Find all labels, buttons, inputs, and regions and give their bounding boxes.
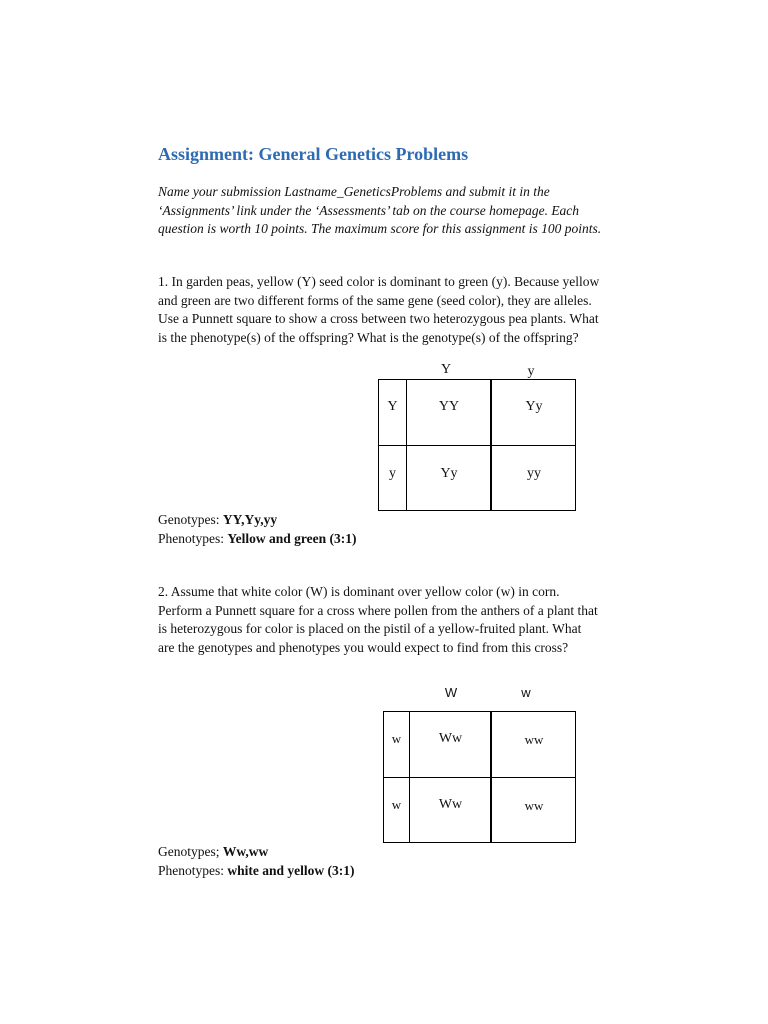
question-line: and green are two different forms of the same gene (seed color), they are alleles. [158,292,592,308]
genotypes-answer [158,843,355,862]
row-allele-label: Y [387,399,398,414]
row-allele-label: w [391,797,402,812]
question-1-text [158,273,678,347]
col-allele-label: W [444,685,458,700]
instructions-line: Name your submission Lastname_GeneticsProblems and submit it in the [158,184,550,199]
grid-divider [383,777,576,778]
col-allele-label: y [527,364,535,379]
instructions-line: ‘Assignments’ link under the ‘Assessments’ tab on the course homepage. Each [158,202,580,218]
instructions-line: question is worth 10 points. The maximum score for this assignment is 100 points. [158,221,602,236]
question-line: 2. Assume that white color (W) is dominant over yellow color (w) in corn. [158,584,560,599]
phenotypes-answer [158,862,355,881]
answer-1 [158,511,357,548]
genotypes-value: YY,Yy,yy [222,512,278,527]
punnett-cell: ww [524,732,544,747]
genotypes-value: Ww,ww [222,844,269,859]
phenotypes-answer [158,530,357,549]
row-allele-label: y [389,466,396,481]
col-allele-label: w [521,685,531,700]
question-line: is heterozygous for color is placed on the pistil of a yellow-fruited plant. What [158,621,582,636]
phenotypes-label: Phenotypes: [158,862,228,878]
question-line: are the genotypes and phenotypes you would expect to find from this cross? [158,639,569,655]
page-title: Assignment: General Genetics Problems [158,144,469,164]
phenotypes-label: Phenotypes: [158,530,228,546]
punnett-cell: YY [438,399,460,414]
punnett-cell: ww [524,798,544,813]
grid-divider [378,445,576,446]
punnett-cell: Ww [438,797,463,812]
genotypes-label: Genotypes: [158,512,223,527]
punnett-cell: yy [527,466,541,481]
question-line: 1. In garden peas, yellow (Y) seed color is dominant to green (y). Because yellow [158,274,600,289]
question-line: is the phenotype(s) of the offspring? What is the genotype(s) of the offspring? [158,329,579,345]
question-line: Perform a Punnett square for a cross where pollen from the anthers of a plant that [158,602,598,618]
phenotypes-value: Yellow and green (3:1) [227,530,357,546]
punnett-cell: Yy [440,466,458,481]
col-allele-label: Y [440,362,452,377]
phenotypes-value: white and yellow (3:1) [227,862,355,878]
genotypes-label: Genotypes; [158,844,223,859]
punnett-cell: Ww [438,731,463,746]
genotypes-answer [158,511,357,530]
question-line: Use a Punnett square to show a cross between two heterozygous pea plants. What [158,311,599,326]
submission-instructions [158,183,678,239]
question-2-text [158,583,678,657]
punnett-cell: Yy [525,399,543,414]
answer-2 [158,843,355,880]
row-allele-label: w [391,731,402,746]
